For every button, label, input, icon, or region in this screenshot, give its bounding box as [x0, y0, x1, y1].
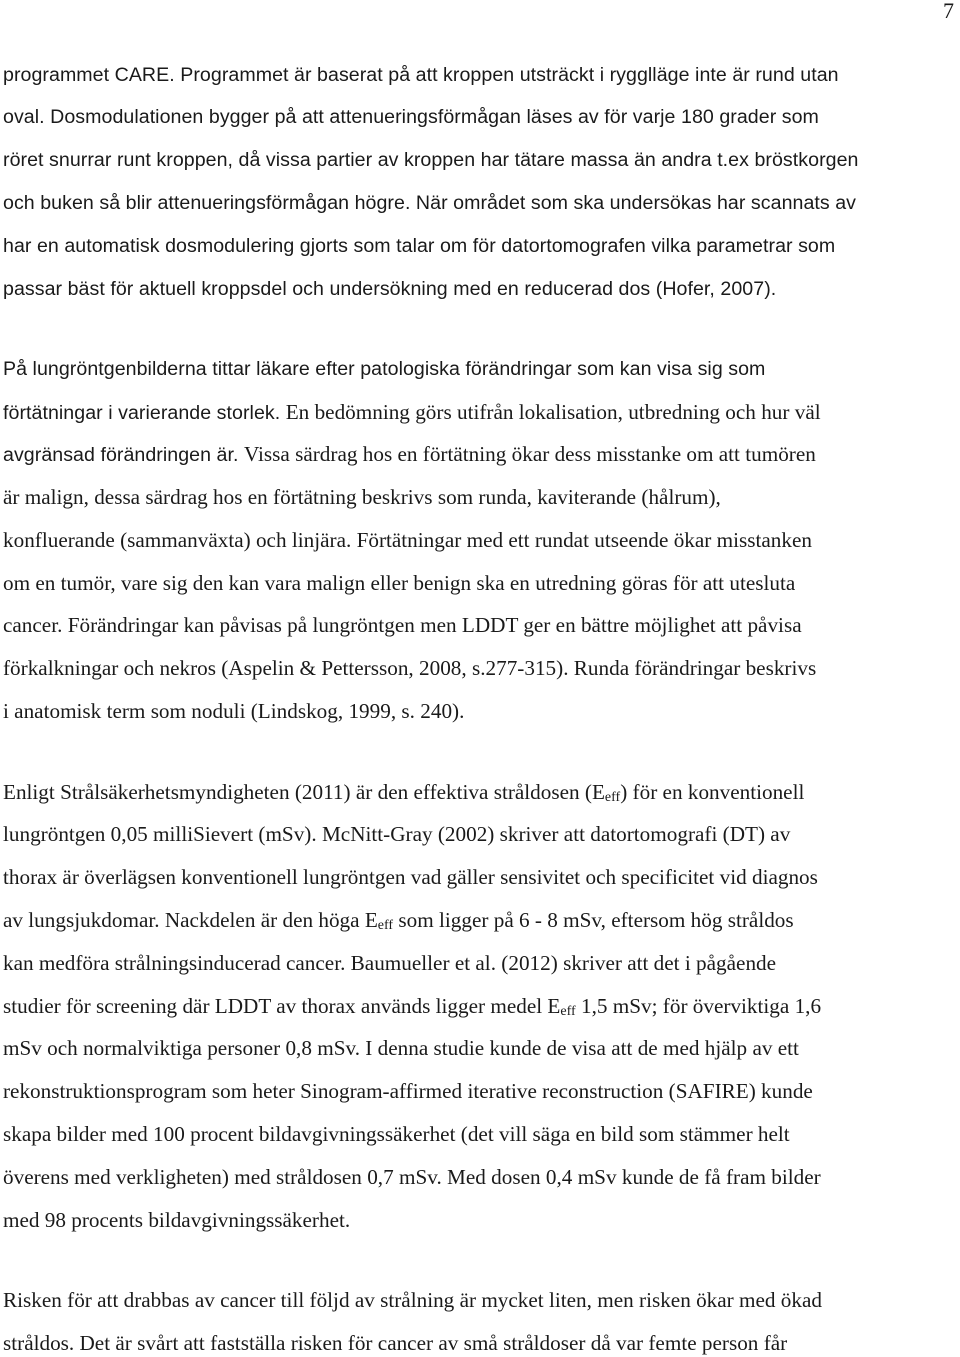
text-segment: På lungröntgenbilderna tittar läkare efter patologiska förändringar som kan visa sig som — [3, 358, 766, 380]
text-segment: 1,5 mSv; för överviktiga 1,6 — [575, 994, 822, 1018]
text-segment: rekonstruktionsprogram som heter Sinogram-affirmed iterative reconstruction (SAFIRE) kunde — [3, 1079, 813, 1103]
text-segment: har en automatisk dosmodulering gjorts som talar om för datortomografen vilka parametrar som — [3, 235, 836, 257]
text-line — [3, 950, 776, 977]
text-segment: cancer. Förändringar kan påvisas på lungröntgen men LDDT ger en bättre möjlighet att påvisa — [3, 613, 802, 637]
text-line — [3, 1121, 790, 1148]
text-line — [3, 484, 721, 511]
text-line — [3, 907, 794, 939]
text-line — [3, 1207, 350, 1234]
subscript-text: eff — [560, 1004, 576, 1019]
text-line — [3, 276, 776, 302]
text-segment: ) för en konventionell — [620, 780, 805, 804]
text-line — [3, 1330, 787, 1357]
text-line — [3, 233, 835, 259]
text-line — [3, 993, 821, 1025]
text-segment: om en tumör, vare sig den kan vara malign eller benign ska en utredning göras för att utesluta — [3, 571, 796, 595]
text-segment: mSv och normalviktiga personer 0,8 mSv. I denna studie kunde de visa att de med hjälp av ett — [3, 1036, 799, 1060]
text-segment: kan medföra strålningsinducerad cancer. Baumueller et al. (2012) skriver att det i pågående — [3, 951, 777, 975]
text-segment: skapa bilder med 100 procent bildavgivningssäkerhet (det vill säga en bild som stämmer helt — [3, 1122, 790, 1146]
text-segment: av lungsjukdomar. Nackdelen är den höga E — [3, 908, 378, 932]
text-segment: och buken så blir attenueringsförmågan högre. När området som ska undersökas har scannats av — [3, 192, 857, 214]
text-segment: thorax är överlägsen konventionell lungröntgen vad gäller sensivitet och specificitet vid diagnos — [3, 865, 818, 889]
text-segment: oval. Dosmodulationen bygger på att attenueringsförmågan läses av för varje 180 grader som — [3, 106, 819, 128]
text-line — [3, 356, 765, 382]
text-line — [3, 1164, 821, 1191]
text-line — [3, 104, 819, 130]
subscript-text: eff — [377, 918, 394, 933]
text-line — [3, 147, 859, 173]
text-segment: programmet CARE. Programmet är baserat på att kroppen utsträckt i rygglläge inte är rund utan — [3, 64, 839, 86]
text-line — [3, 62, 839, 88]
subscript-text: eff — [604, 790, 621, 805]
text-segment: är malign, dessa särdrag hos en förtätning beskrivs som runda, kaviterande (hålrum), — [3, 485, 721, 509]
text-line — [3, 612, 802, 639]
text-line — [3, 399, 821, 426]
text-segment: En bedömning görs utifrån lokalisation, utbredning och hur väl — [285, 400, 821, 424]
text-segment: Enligt Strålsäkerhetsmyndigheten (2011) är den effektiva stråldosen (E — [3, 780, 605, 804]
text-segment: avgränsad förändringen är. — [3, 444, 244, 466]
text-segment: konfluerande (sammanväxta) och linjära. Förtätningar med ett rundat utseende ökar misstanken — [3, 528, 812, 552]
text-segment: röret snurrar runt kroppen, då vissa partier av kroppen har tätare massa än andra t.ex bröstkorgen — [3, 149, 859, 171]
text-segment: Risken för att drabbas av cancer till följd av strålning är mycket liten, men risken ökar med ökad — [3, 1288, 822, 1312]
text-line — [3, 655, 816, 682]
text-line — [3, 527, 812, 554]
text-segment: förtätningar i varierande storlek. — [3, 402, 286, 424]
text-segment: i anatomisk term som noduli (Lindskog, 1999, s. 240). — [3, 699, 465, 723]
text-segment: förkalkningar och nekros (Aspelin & Pettersson, 2008, s.277-315). Runda förändringar beskrivs — [3, 656, 817, 680]
text-line — [3, 864, 818, 891]
text-line — [3, 441, 816, 468]
text-line — [3, 570, 795, 597]
text-line — [3, 1035, 799, 1062]
text-line — [3, 1078, 813, 1105]
page-number: 7 — [943, 0, 954, 23]
text-segment: lungröntgen 0,05 milliSievert (mSv). McNitt-Gray (2002) skriver att datortomografi (DT) av — [3, 822, 791, 846]
text-line — [3, 1287, 822, 1314]
text-line — [3, 698, 464, 725]
text-segment: Vissa särdrag hos en förtätning ökar dess misstanke om att tumören — [244, 442, 816, 466]
text-line — [3, 190, 856, 216]
text-segment: överens med verkligheten) med stråldosen 0,7 mSv. Med dosen 0,4 mSv kunde de få fram bilder — [3, 1165, 821, 1189]
text-line — [3, 821, 790, 848]
text-line — [3, 779, 804, 811]
text-segment: som ligger på 6 - 8 mSv, eftersom hög stråldos — [393, 908, 794, 932]
text-segment: passar bäst för aktuell kroppsdel och undersökning med en reducerad dos (Hofer, 2007). — [3, 278, 777, 300]
text-segment: med 98 procents bildavgivningssäkerhet. — [3, 1208, 351, 1232]
text-segment: stråldos. Det är svårt att fastställa risken för cancer av små stråldoser då var femte person får — [3, 1331, 788, 1355]
text-segment: studier för screening där LDDT av thorax används ligger medel E — [3, 994, 561, 1018]
